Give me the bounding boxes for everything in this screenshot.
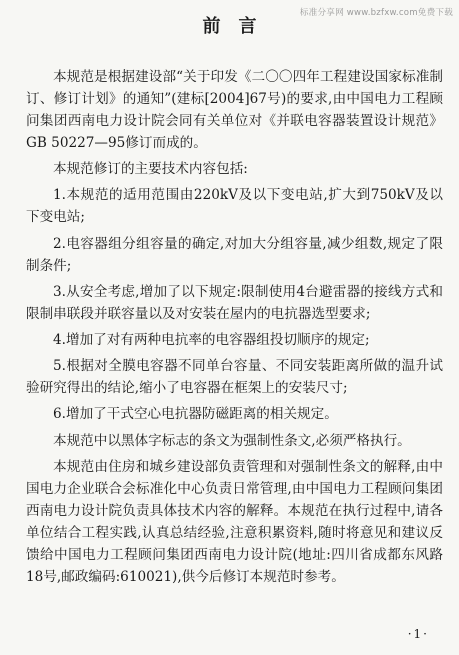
document-body xyxy=(26,66,443,592)
list-item-3: 3.从安全考虑,增加了以下规定:限制使用4台避雷器的接线方式和限制串联段并联容量以及对安装在屋内的电抗器选型要求; xyxy=(26,283,443,322)
paragraph-mandatory-note: 本规范中以黑体字标志的条文为强制性条文,必须严格执行。 xyxy=(53,432,411,449)
paragraph-contents-heading: 本规范修订的主要技术内容包括: xyxy=(53,161,248,178)
list-item-1: 1.本规范的适用范围由220kV及以下变电站,扩大到750kV及以下变电站; xyxy=(26,187,443,226)
list-item-6: 6.增加了干式空心电抗器防磁距离的相关规定。 xyxy=(53,406,338,423)
paragraph-management: 本规范由住房和城乡建设部负责管理和对强制性条文的解释,由中国电力企业联合会标准化中心负责日常管理,由中国电力工程顾问集团西南电力设计院负责具体技术内容的解释。本规范在执行过程中,请各单位结合工程实践,认真总结经验,注意积累资料,随时将意见和建议反馈给中国电力工程顾问集团西南电力设计院(地址:四川省成都东风路18号,邮政编码:610021),供今后修订本规范时参考。 xyxy=(26,458,443,585)
page-number: ·1· xyxy=(407,627,429,641)
page-title: 前言 xyxy=(202,16,275,37)
list-item-2: 2.电容器组分组容量的确定,对加大分组容量,减少组数,规定了限制条件; xyxy=(26,235,443,274)
list-item-4: 4.增加了对有两种电抗率的电容器组投切顺序的规定; xyxy=(53,331,370,348)
list-item-5: 5.根据对全膜电容器不同单台容量、不同安装距离所做的温升试验研究得出的结论,缩小了电容器在框架上的安装尺寸; xyxy=(26,358,443,397)
paragraph-intro: 本规范是根据建设部“关于印发《二〇〇四年工程建设国家标准制订、修订计划》的通知”(建标[2004]67号)的要求,由中国电力工程顾问集团西南电力设计院会同有关单位对《并联电容器装置设计规范》GB 50227—95修订而成的。 xyxy=(26,69,443,151)
watermark-text: 标准分享网 www.bzfxw.com免费下载 xyxy=(299,8,453,18)
